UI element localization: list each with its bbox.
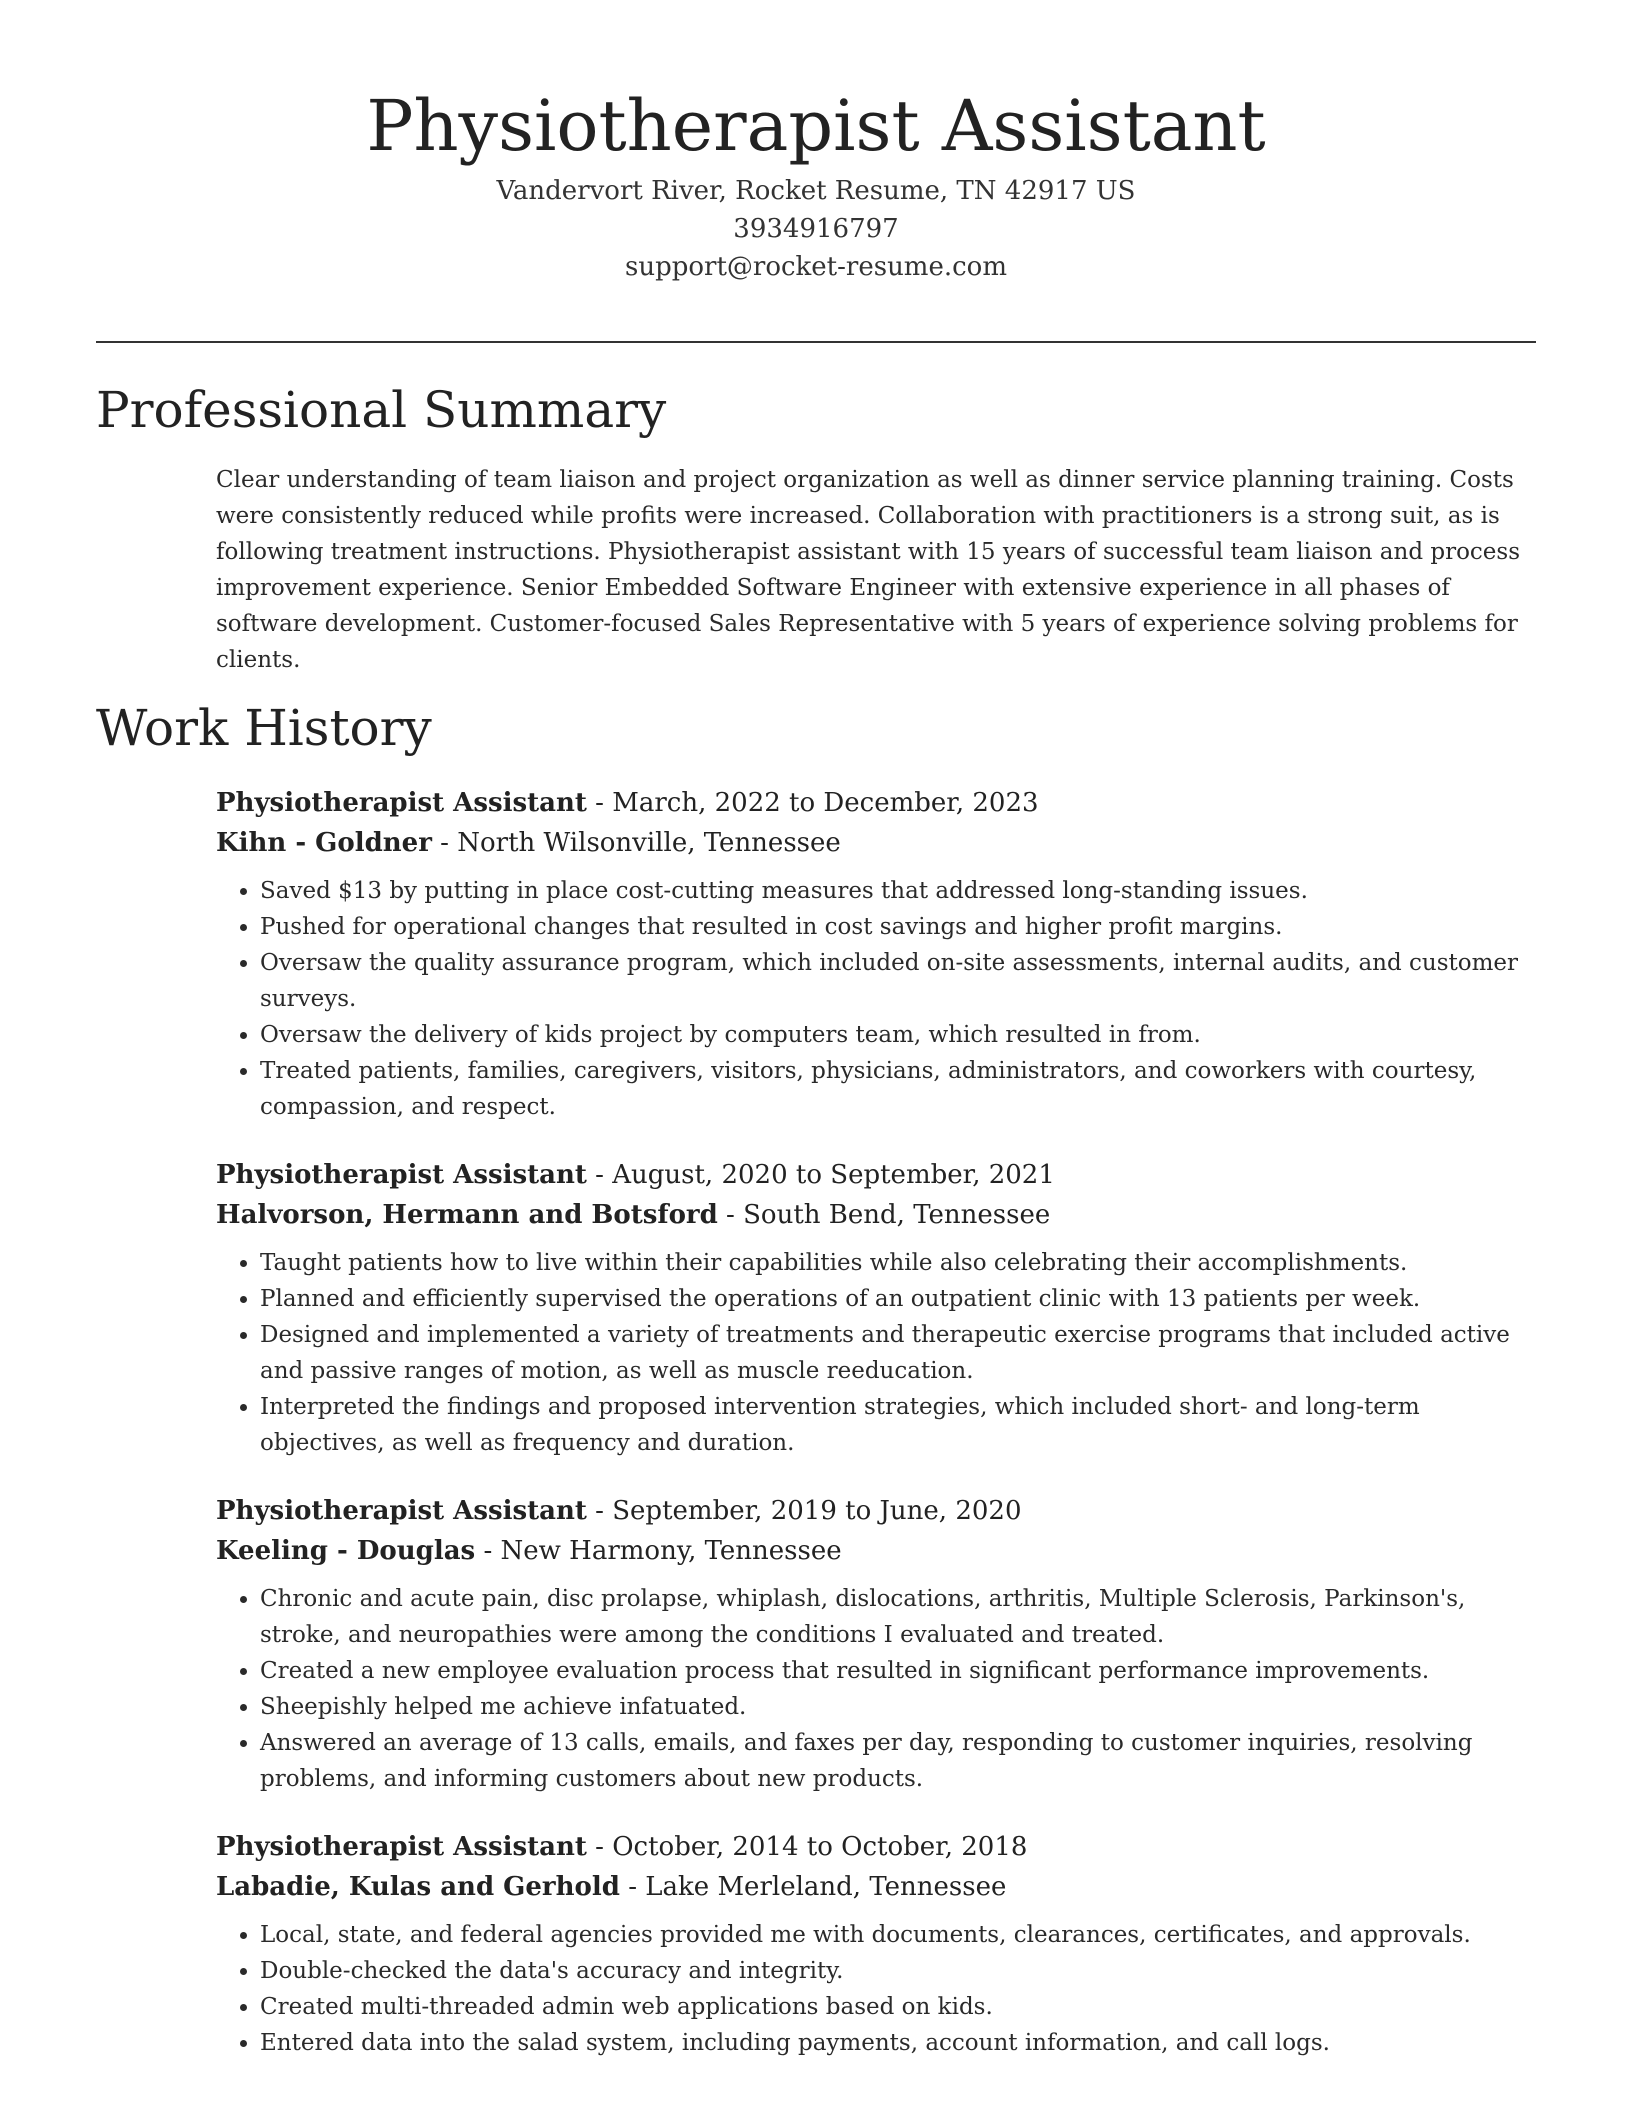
resume-header <box>0 80 1632 286</box>
list-item: • Oversaw the delivery of kids project by computers team, which resulted in from. <box>260 1017 1538 1053</box>
job-position: Physiotherapist Assistant <box>216 788 587 818</box>
job-entry <box>216 1491 1538 1797</box>
separator: - <box>586 788 613 818</box>
job-company-line <box>216 1531 1538 1571</box>
job-entry <box>216 1155 1538 1461</box>
separator: - <box>475 1536 501 1566</box>
separator: - <box>619 1872 646 1902</box>
list-item: • Chronic and acute pain, disc prolapse, whiplash, dislocations, arthritis, Multiple Sclerosis, Parkinson's, stroke, and neuropathies were among the conditions I evaluated and treated. <box>260 1581 1538 1653</box>
list-item: • Local, state, and federal agencies provided me with documents, clearances, certificates, and approvals. <box>260 1917 1538 1953</box>
separator: - <box>586 1832 613 1862</box>
job-location: North Wilsonville, Tennessee <box>457 828 841 858</box>
list-item: • Entered data into the salad system, including payments, account information, and call logs. <box>260 2025 1538 2061</box>
job-company: Halvorson, Hermann and Botsford <box>216 1200 718 1230</box>
job-position: Physiotherapist Assistant <box>216 1832 587 1862</box>
list-item: • Interpreted the findings and proposed intervention strategies, which included short- and long-term objectives, as well as frequency and duration. <box>260 1389 1538 1461</box>
job-dates: September, 2019 to June, 2020 <box>612 1496 1022 1526</box>
job-location: New Harmony, Tennessee <box>500 1536 842 1566</box>
list-item: • Created multi-threaded admin web applications based on kids. <box>260 1989 1538 2025</box>
job-bullets <box>216 1245 1538 1461</box>
job-company-line <box>216 1195 1538 1235</box>
job-position: Physiotherapist Assistant <box>216 1496 587 1526</box>
list-item: • Planned and efficiently supervised the operations of an outpatient clinic with 13 patients per week. <box>260 1281 1538 1317</box>
job-dates: October, 2014 to October, 2018 <box>612 1832 1028 1862</box>
list-item: • Taught patients how to live within their capabilities while also celebrating their accomplishments. <box>260 1245 1538 1281</box>
email: support@rocket-resume.com <box>624 252 1007 282</box>
job-position: Physiotherapist Assistant <box>216 1160 587 1190</box>
job-company: Kihn - Goldner <box>216 828 432 858</box>
job-entry <box>216 1827 1538 2061</box>
list-item: • Treated patients, families, caregivers, visitors, physicians, administrators, and coworkers with courtesy, compassion, and respect. <box>260 1053 1538 1125</box>
summary-text: Clear understanding of team liaison and project organization as well as dinner service planning training. Costs were consistently reduced while profits were increased. Collaboration with practitioners is a strong suit, as is following treatment instructions. Physiotherapist assistant with 15 years of successful team liaison and process improvement experience. Senior Embedded Software Engineer with extensive experience in all phases of software development. Customer-focused Sales Representative with 5 years of experience solving problems for clients. <box>216 467 1521 673</box>
job-location: Lake Merleland, Tennessee <box>645 1872 1007 1902</box>
summary-heading: Professional Summary <box>96 381 667 439</box>
list-item: • Double-checked the data's accuracy and integrity. <box>260 1953 1538 1989</box>
list-item: • Pushed for operational changes that resulted in cost savings and higher profit margins. <box>260 909 1538 945</box>
job-title-line <box>216 1491 1538 1531</box>
job-bullets <box>216 873 1538 1125</box>
candidate-name: Physiotherapist Assistant <box>366 85 1266 167</box>
separator: - <box>586 1160 613 1190</box>
job-location: South Bend, Tennessee <box>743 1200 1051 1230</box>
job-company-line <box>216 1867 1538 1907</box>
job-bullets <box>216 1581 1538 1797</box>
list-item: • Sheepishly helped me achieve infatuated. <box>260 1689 1538 1725</box>
job-dates: August, 2020 to September, 2021 <box>612 1160 1055 1190</box>
header-divider <box>96 341 1536 343</box>
list-item: • Designed and implemented a variety of treatments and therapeutic exercise programs that included active and passive ranges of motion, as well as muscle reeducation. <box>260 1317 1538 1389</box>
job-title-line <box>216 1827 1538 1867</box>
work-history-list <box>216 783 1538 2091</box>
job-title-line <box>216 783 1538 823</box>
separator: - <box>431 828 458 858</box>
work-history-heading: Work History <box>96 699 432 757</box>
job-company: Labadie, Kulas and Gerhold <box>216 1872 620 1902</box>
phone: 3934916797 <box>733 214 899 244</box>
job-title-line <box>216 1155 1538 1195</box>
job-company-line <box>216 823 1538 863</box>
address: Vandervort River, Rocket Resume, TN 42917 US <box>496 176 1136 206</box>
list-item: • Answered an average of 13 calls, emails, and faxes per day, responding to customer inquiries, resolving problems, and informing customers about new products. <box>260 1725 1538 1797</box>
list-item: • Oversaw the quality assurance program, which included on-site assessments, internal audits, and customer surveys. <box>260 945 1538 1017</box>
job-dates: March, 2022 to December, 2023 <box>612 788 1039 818</box>
job-entry <box>216 783 1538 1125</box>
job-company: Keeling - Douglas <box>216 1536 476 1566</box>
separator: - <box>586 1496 613 1526</box>
list-item: • Saved $13 by putting in place cost-cutting measures that addressed long-standing issues. <box>260 873 1538 909</box>
separator: - <box>717 1200 744 1230</box>
list-item: • Created a new employee evaluation process that resulted in significant performance improvements. <box>260 1653 1538 1689</box>
job-bullets <box>216 1917 1538 2061</box>
